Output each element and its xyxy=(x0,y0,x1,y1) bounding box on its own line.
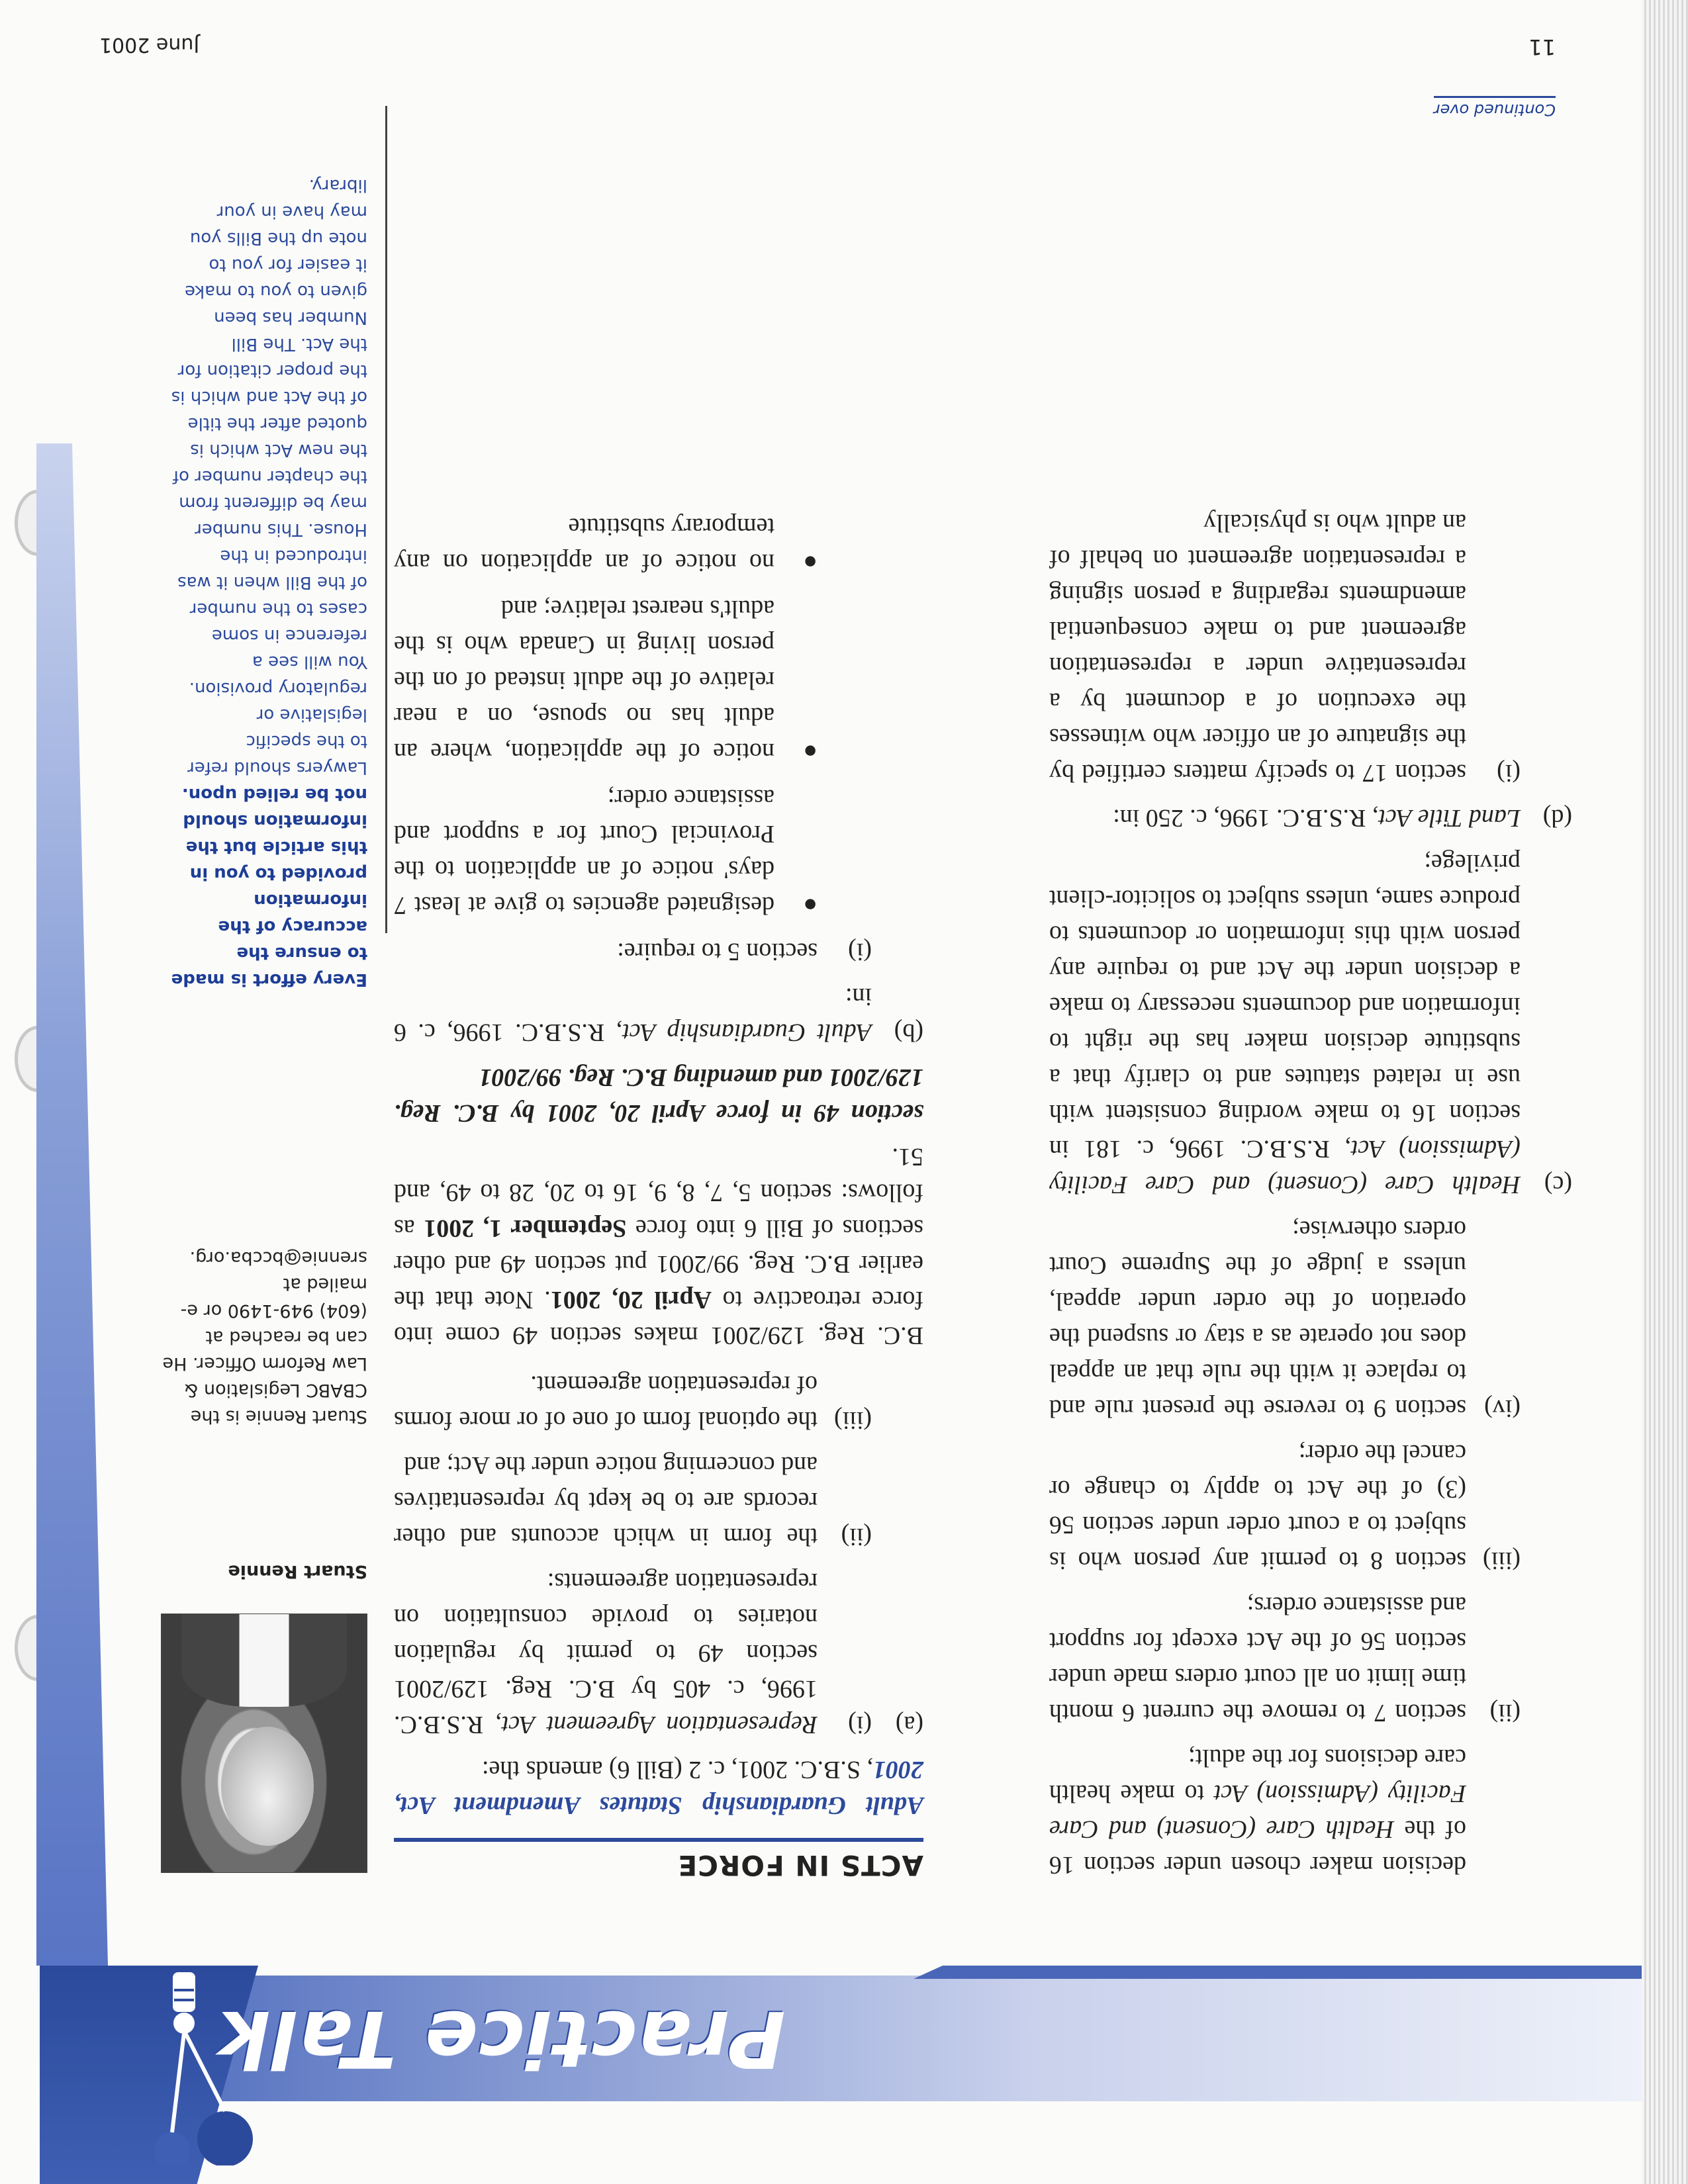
note-text: as follows: section 5, 7, 8, 9, 16 to 20, 28 to 49, and 51. xyxy=(394,1143,923,1242)
sidebar-divider-rule xyxy=(385,106,387,933)
author-bio: Stuart Rennie is the CBABC Legislation & Law Reform Officer. He can be reached at (604) 949-1490 or e-mailed at srennie@bccba.org. xyxy=(162,1248,367,1427)
bullet-text: notice of the application, where an adult has no spouse, on a near relative of the adult instead of on the person living in Canada who is the adult's nearest relative; and xyxy=(394,595,774,766)
regulation-in-force-note: section 49 in force April 20, 2001 by B.C. Reg. 129/2001 and amending B.C. Reg. 99/2001 xyxy=(394,1064,923,1127)
item-text: the form in which accounts and other records are to be kept by representatives and concerning notice under the Act; and xyxy=(394,1451,818,1551)
bullet-icon: ● xyxy=(803,549,818,576)
item-b xyxy=(394,979,923,1050)
item-text: section 8 to permit any person who is subject to a court order under section 56 (3) of the Act to apply to change or cancel the order; xyxy=(1049,1439,1466,1574)
author-photo xyxy=(161,1614,367,1873)
footer-date: June 2001 xyxy=(99,33,200,56)
act-title-line xyxy=(394,1752,923,1823)
masthead-banner xyxy=(0,1966,1642,2184)
item-sublabel: (i) xyxy=(848,938,872,966)
act-name: Representation Agreement Act xyxy=(501,1711,818,1739)
regulation-note xyxy=(394,1139,923,1353)
continued-over-label: Continued over xyxy=(1434,96,1556,119)
item-sublabel: (ii) xyxy=(1489,1699,1521,1727)
disclaimer-text: Lawyers should refer to the specific legislative or regulatory provision. You will see a reference in some cases to the number of the Bill when it was introduced in the House. This number may be different from the chapter number of the new Act which is quoted after the title of the Act and which is the proper citation for the Act. The Bill Number has been given to you to make it easier for you to note up the Bills you may have in your library. xyxy=(171,175,367,778)
act-name: Land Title Act xyxy=(1378,804,1521,832)
item-sublabel: (iv) xyxy=(1484,1394,1521,1422)
item-b-i xyxy=(394,934,872,970)
item-b-text xyxy=(394,979,872,1050)
page-stack-edge xyxy=(1642,0,1688,2184)
bullet-text: designated agencies to give at least 7 days' notice of an application to the Provincial Court for a support and assistance order; xyxy=(394,784,774,919)
item-c-text xyxy=(1049,845,1521,1203)
item-text: section 5 to require: xyxy=(617,938,818,966)
act-name: Adult Guardianship Act xyxy=(622,1019,872,1046)
bullet-text: no notice of an application on any temporary substitute xyxy=(394,513,774,576)
sidebar xyxy=(96,106,374,1893)
disclaimer xyxy=(169,172,367,993)
item-sublabel: (iii) xyxy=(834,1406,872,1434)
item-text: , R.S.B.C. 1996, c. 250 in: xyxy=(1113,804,1379,832)
item-label: (b) xyxy=(894,1019,923,1046)
item-sublabel: (ii) xyxy=(841,1523,872,1551)
item-text: the optional form of one of or more forms of representation agreement. xyxy=(394,1371,818,1434)
item-label: (a) xyxy=(895,1711,923,1739)
item-text: , R.S.B.C. 1996, c. 6 in: xyxy=(393,983,872,1046)
note-date: April 20, 2001 xyxy=(550,1286,712,1314)
item-label: (d) xyxy=(1542,804,1572,832)
item-d-text xyxy=(1049,800,1521,836)
continued-text xyxy=(1049,1740,1466,1883)
author-face xyxy=(221,1727,314,1846)
banner-title: Practice Talk xyxy=(218,1993,786,2085)
bullet-icon: ● xyxy=(803,739,818,765)
act-title: Adult Guardianship Statutes Amendment Act, 2001 xyxy=(394,1756,923,1819)
item-b-iv xyxy=(1049,1212,1521,1426)
act-name: Health Care (Consent) and Care Facility (Admission) Act xyxy=(1049,1135,1521,1199)
bullet-icon: ● xyxy=(803,892,818,919)
item-label: (c) xyxy=(1544,1171,1572,1199)
page-number: 11 xyxy=(1528,34,1556,60)
list-item xyxy=(394,780,818,923)
item-sublabel: (i) xyxy=(848,1711,872,1739)
author-name: Stuart Rennie xyxy=(228,1561,367,1582)
author-shirt xyxy=(181,1614,347,1707)
item-text: to make health care decisions for the adult; xyxy=(1049,1744,1466,1807)
act-citation: , S.B.C. 2001, c. 2 (Bill 6) amends the: xyxy=(481,1756,873,1784)
juggler-figure-icon xyxy=(113,1967,258,2165)
note-date: September 1, 2001 xyxy=(424,1214,627,1242)
item-a-ii xyxy=(394,1447,872,1555)
item-text: section 9 to reverse the present rule and to replace it with the rule that an appeal does not operate as a stay or suspend the operation of the order under appeal, unless a judge of the Supreme Court orders otherwise; xyxy=(1049,1216,1466,1422)
item-sublabel: (iii) xyxy=(1483,1547,1521,1574)
note-text: . Note that the earlier B.C. Reg. 99/2001 put section 49 and other sections of Bill 6 into force xyxy=(394,1214,923,1314)
note-text: B.C. Reg. 129/2001 makes section 49 come into force retroactive to xyxy=(394,1286,923,1349)
item-b-iii xyxy=(1049,1435,1521,1578)
item-c xyxy=(1049,845,1572,1203)
item-text: section 7 to remove the current 6 month time limit on all court orders made under section 56 of the Act except for support and assistance orders; xyxy=(1049,1592,1466,1727)
sidebar-accent-wedge xyxy=(36,443,156,1966)
list-item xyxy=(394,591,818,770)
item-text: section 17 to specify matters certified by the signature of an officer who witnesses the execution of a document by a representative under a representation agreement and to make consequential amendments regarding a person signing a representation agreement on behalf of an adult who is physically xyxy=(1049,509,1466,787)
item-a xyxy=(394,1564,923,1743)
act-name: Health Care (Consent) and Care Facility (Admission) Act xyxy=(1049,1780,1466,1843)
item-d-i xyxy=(1049,505,1521,791)
list-item xyxy=(394,509,818,580)
article-column-1 xyxy=(394,509,923,1883)
item-sublabel: (i) xyxy=(1497,759,1521,787)
item-d xyxy=(1049,800,1572,836)
item-b-ii xyxy=(1049,1588,1521,1731)
item-text: decision maker chosen under section 16 of the xyxy=(1049,1815,1466,1879)
item-text: , R.S.B.C. 1996, c. 405 by B.C. Reg. 129/2001 section 49 to permit by regulation notaries to provide consultation on representation agreements: xyxy=(394,1568,818,1739)
banner-divider xyxy=(914,1966,1642,1979)
section-heading: ACTS IN FORCE xyxy=(394,1838,923,1883)
item-a-iii xyxy=(394,1367,872,1438)
article-column-2 xyxy=(1049,505,1572,1883)
disclaimer-lead: Every effort is made to ensure the accuracy of the information provided to you in this article but the information should not be relied upon. xyxy=(171,784,367,989)
item-text: , R.S.B.C. 1996, c. 181 in section 16 to make wording consistent with use in related statutes and to clarify that a substitute decision maker has the right to information and documents necessary to make a decision under the Act and to require any person with this information or documents to produce same, unless subject to solicitor-client privilege; xyxy=(1049,849,1521,1163)
item-a-i-text xyxy=(394,1564,818,1743)
